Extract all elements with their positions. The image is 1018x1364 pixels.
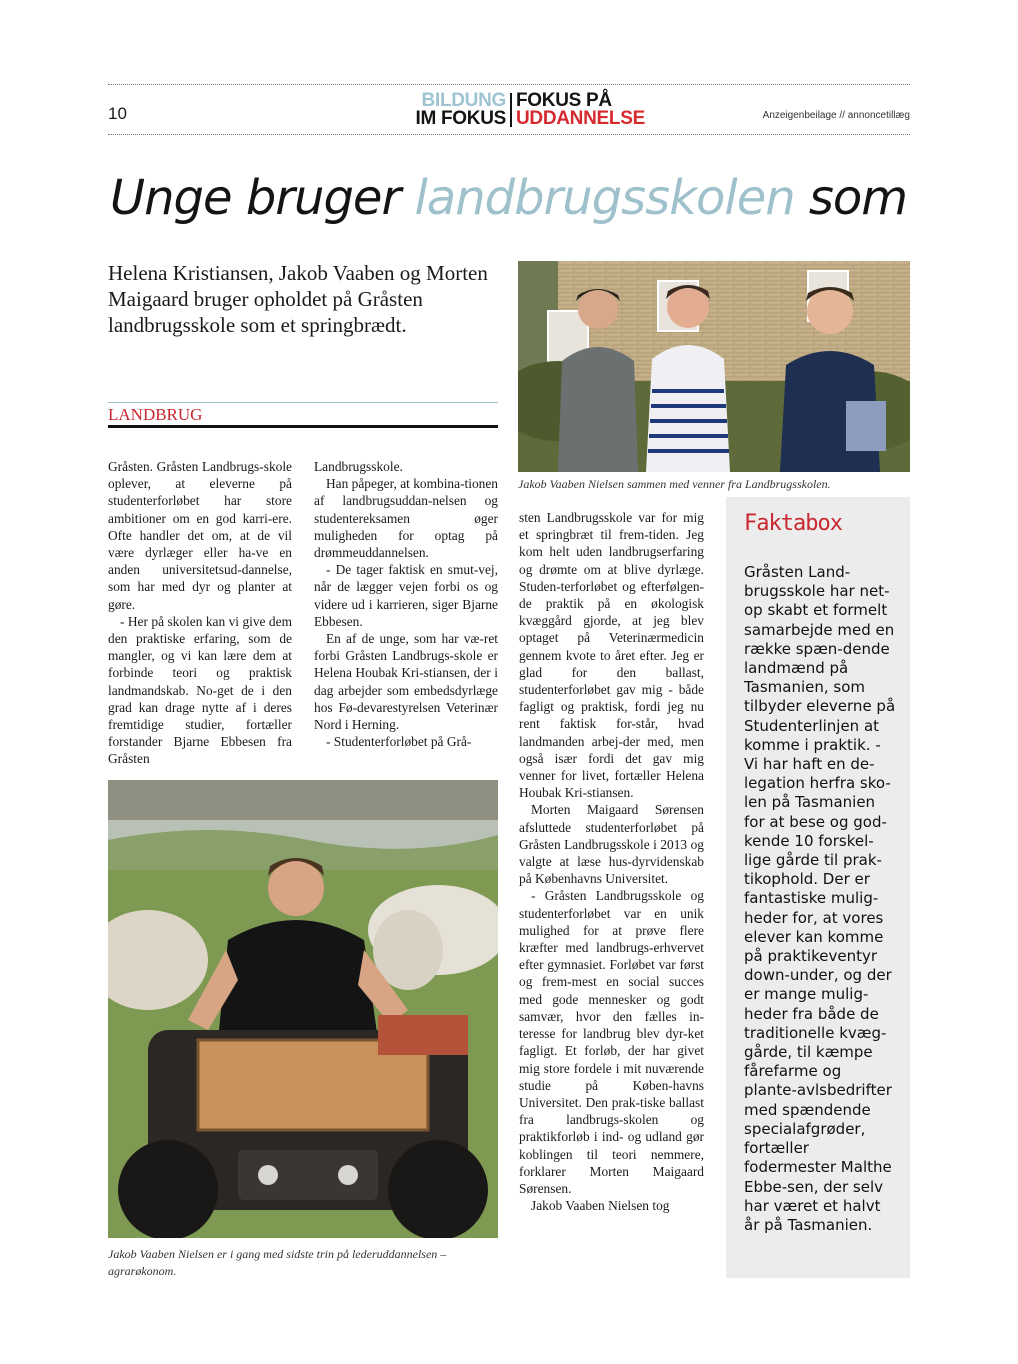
faktabox-title: Faktabox xyxy=(744,511,842,536)
headline-part2: landbrugsskolen xyxy=(414,170,795,226)
article-column-2 xyxy=(314,458,498,750)
photo-atv xyxy=(108,780,498,1238)
photo-students xyxy=(518,261,910,472)
section-kicker: LANDBRUG xyxy=(108,405,203,424)
photo-students-image xyxy=(518,261,910,472)
column-1-paragraph: - Her på skolen kan vi give dem den praktiske erfaring, som de mangler, og vi kan lære dem at forbinde teori og praktisk landmandskab. No-get de i den grad kan drage nytte af i deres fremtidige studier, fortæller forstander Bjarne Ebbesen fra Gråsten xyxy=(108,613,292,767)
header-top-rule xyxy=(108,84,910,85)
column-2-paragraph: Han påpeger, at kombina-tionen af landbrugsuddan-nelsen og studentereksamen øger muligheden for optag på drømmeuddannelsen. xyxy=(314,476,498,561)
kicker-top-rule xyxy=(108,402,498,403)
masthead-left-top: BILDUNG xyxy=(421,90,506,111)
column-3-paragraph: - Gråsten Landbrugsskole og studenterforløbet var en unik mulighed for at prøve flere kræfter med landbrugs-erhvervet efter gymnasiet. Forløbet var først og frem-mest en social succes med gode mennesker og godt samvær, hvor den fælles in-teresse for landbrug blev dyr-ket fagligt. Et forløb, der har givet mig store fordele i mit nuværende studie på Køben-havns Universitet. Den prak-tiske ballast fra landbrugs-skolen og praktikforløb i ind- og udland gør koblingen til teori nemmere, forklarer Morten Maigaard Sørensen. xyxy=(519,888,704,1196)
column-3-paragraph: Jakob Vaaben Nielsen tog xyxy=(531,1198,670,1214)
column-1-paragraph: Gråsten. Gråsten Landbrugs-skole oplever, at eleverne på studenterforløbet har store ambitioner om en god karri-ere. Ofte handler det om, at de vil være dyrlæger eller ha-ve en anden universitetsud-dannelse, som har med dyr og planter at gøre. xyxy=(108,459,292,612)
lead-paragraph: Helena Kristiansen, Jakob Vaaben og Morten Maigaard bruger opholdet på Gråsten landbrugsskole som et springbrædt. xyxy=(108,261,488,337)
column-2-paragraph: - Studenterforløbet på Grå- xyxy=(326,734,472,750)
page-number: 10 xyxy=(108,104,127,123)
column-2-paragraph: Landbrugsskole. xyxy=(314,459,403,474)
masthead xyxy=(398,92,668,128)
masthead-left-bottom: IM FOKUS xyxy=(415,108,506,129)
faktabox xyxy=(726,497,910,1278)
headline-part1: Unge bruger xyxy=(110,170,401,226)
column-2-paragraph: En af de unge, som har væ-ret forbi Gråsten Landbrugs-skole er Helena Houbak Kri-stiansen, der i dag arbejder som embedsdyrlæge hos Fø-devarestyrelsen Veterinær Nord i Herning. xyxy=(314,631,498,733)
headline-part3: som xyxy=(808,170,908,226)
column-2-paragraph: - De tager faktisk en smut-vej, når de lægger vejen forbi os og videre ud i karrieren, siger Bjarne Ebbesen. xyxy=(314,562,498,629)
photo-atv-image xyxy=(108,780,498,1238)
faktabox-text: Gråsten Land-brugsskole har net-op skabt et formelt samarbejde med en række spæn-dende landmænd på Tasmanien, som tilbyder eleverne på Studenterlinjen at komme i praktik. - Vi har haft en de-legation herfra sko-len på Tasmanien for at bese og god-kende 10 forskel-lige gårde til prak-tikophold. Der er fantastiske mulig-heder for, at vores elever kan komme på praktikeventyr down-under, og der er mange mulig-heder fra både de traditionelle kvæg-gårde, til kæmpe fårefarme og plante-avlsbedrifter med spændende specialafgrøder, fortæller fodermester Malthe Ebbe-sen, der selv har været et halvt år på Tasmanien. xyxy=(744,563,896,1234)
header-bottom-rule xyxy=(108,134,910,135)
photo-students-caption: Jakob Vaaben Nielsen sammen med venner fra Landbrugsskolen. xyxy=(518,477,831,491)
supplement-label: Anzeigenbeilage // annoncetillæg xyxy=(762,110,910,121)
article-column-3 xyxy=(519,509,704,1214)
headline xyxy=(110,170,907,226)
column-3-paragraph: sten Landbrugsskole var for mig et springbræt til frem-tiden. Jeg kom helt uden landbrugserfaring og drømte om at blive dyrlæge. Studen-terforløbet og efterfølgen-de praktik på en økologisk kvæggård gjorde, at jeg blev optaget på Veterinærmedicin gennem kvote to året efter. Jeg er glad for den ballast, studenterforløbet gav mig - både fagligt og praktisk, fordi jeg nu rent faktisk for-står, hvad landmanden arbej-der med, men også især fordi det gav mig venner for livet, fortæller Helena Houbak Kri-stiansen. xyxy=(519,510,704,801)
masthead-right-top: FOKUS PÅ xyxy=(516,90,612,111)
article-column-1 xyxy=(108,458,292,768)
kicker-bottom-rule xyxy=(108,425,498,428)
masthead-right-bottom: UDDANNELSE xyxy=(516,108,645,129)
column-3-paragraph: Morten Maigaard Sørensen afsluttede studenterforløbet på Gråsten Landbrugsskole i 2013 og valgte at læse hus-dyrvidenskab på Københavns Universitet. xyxy=(519,802,704,887)
photo-atv-caption: Jakob Vaaben Nielsen er i gang med sidste trin på lederuddannelsen – agrarøkonom. xyxy=(108,1247,447,1278)
masthead-separator xyxy=(510,93,512,127)
